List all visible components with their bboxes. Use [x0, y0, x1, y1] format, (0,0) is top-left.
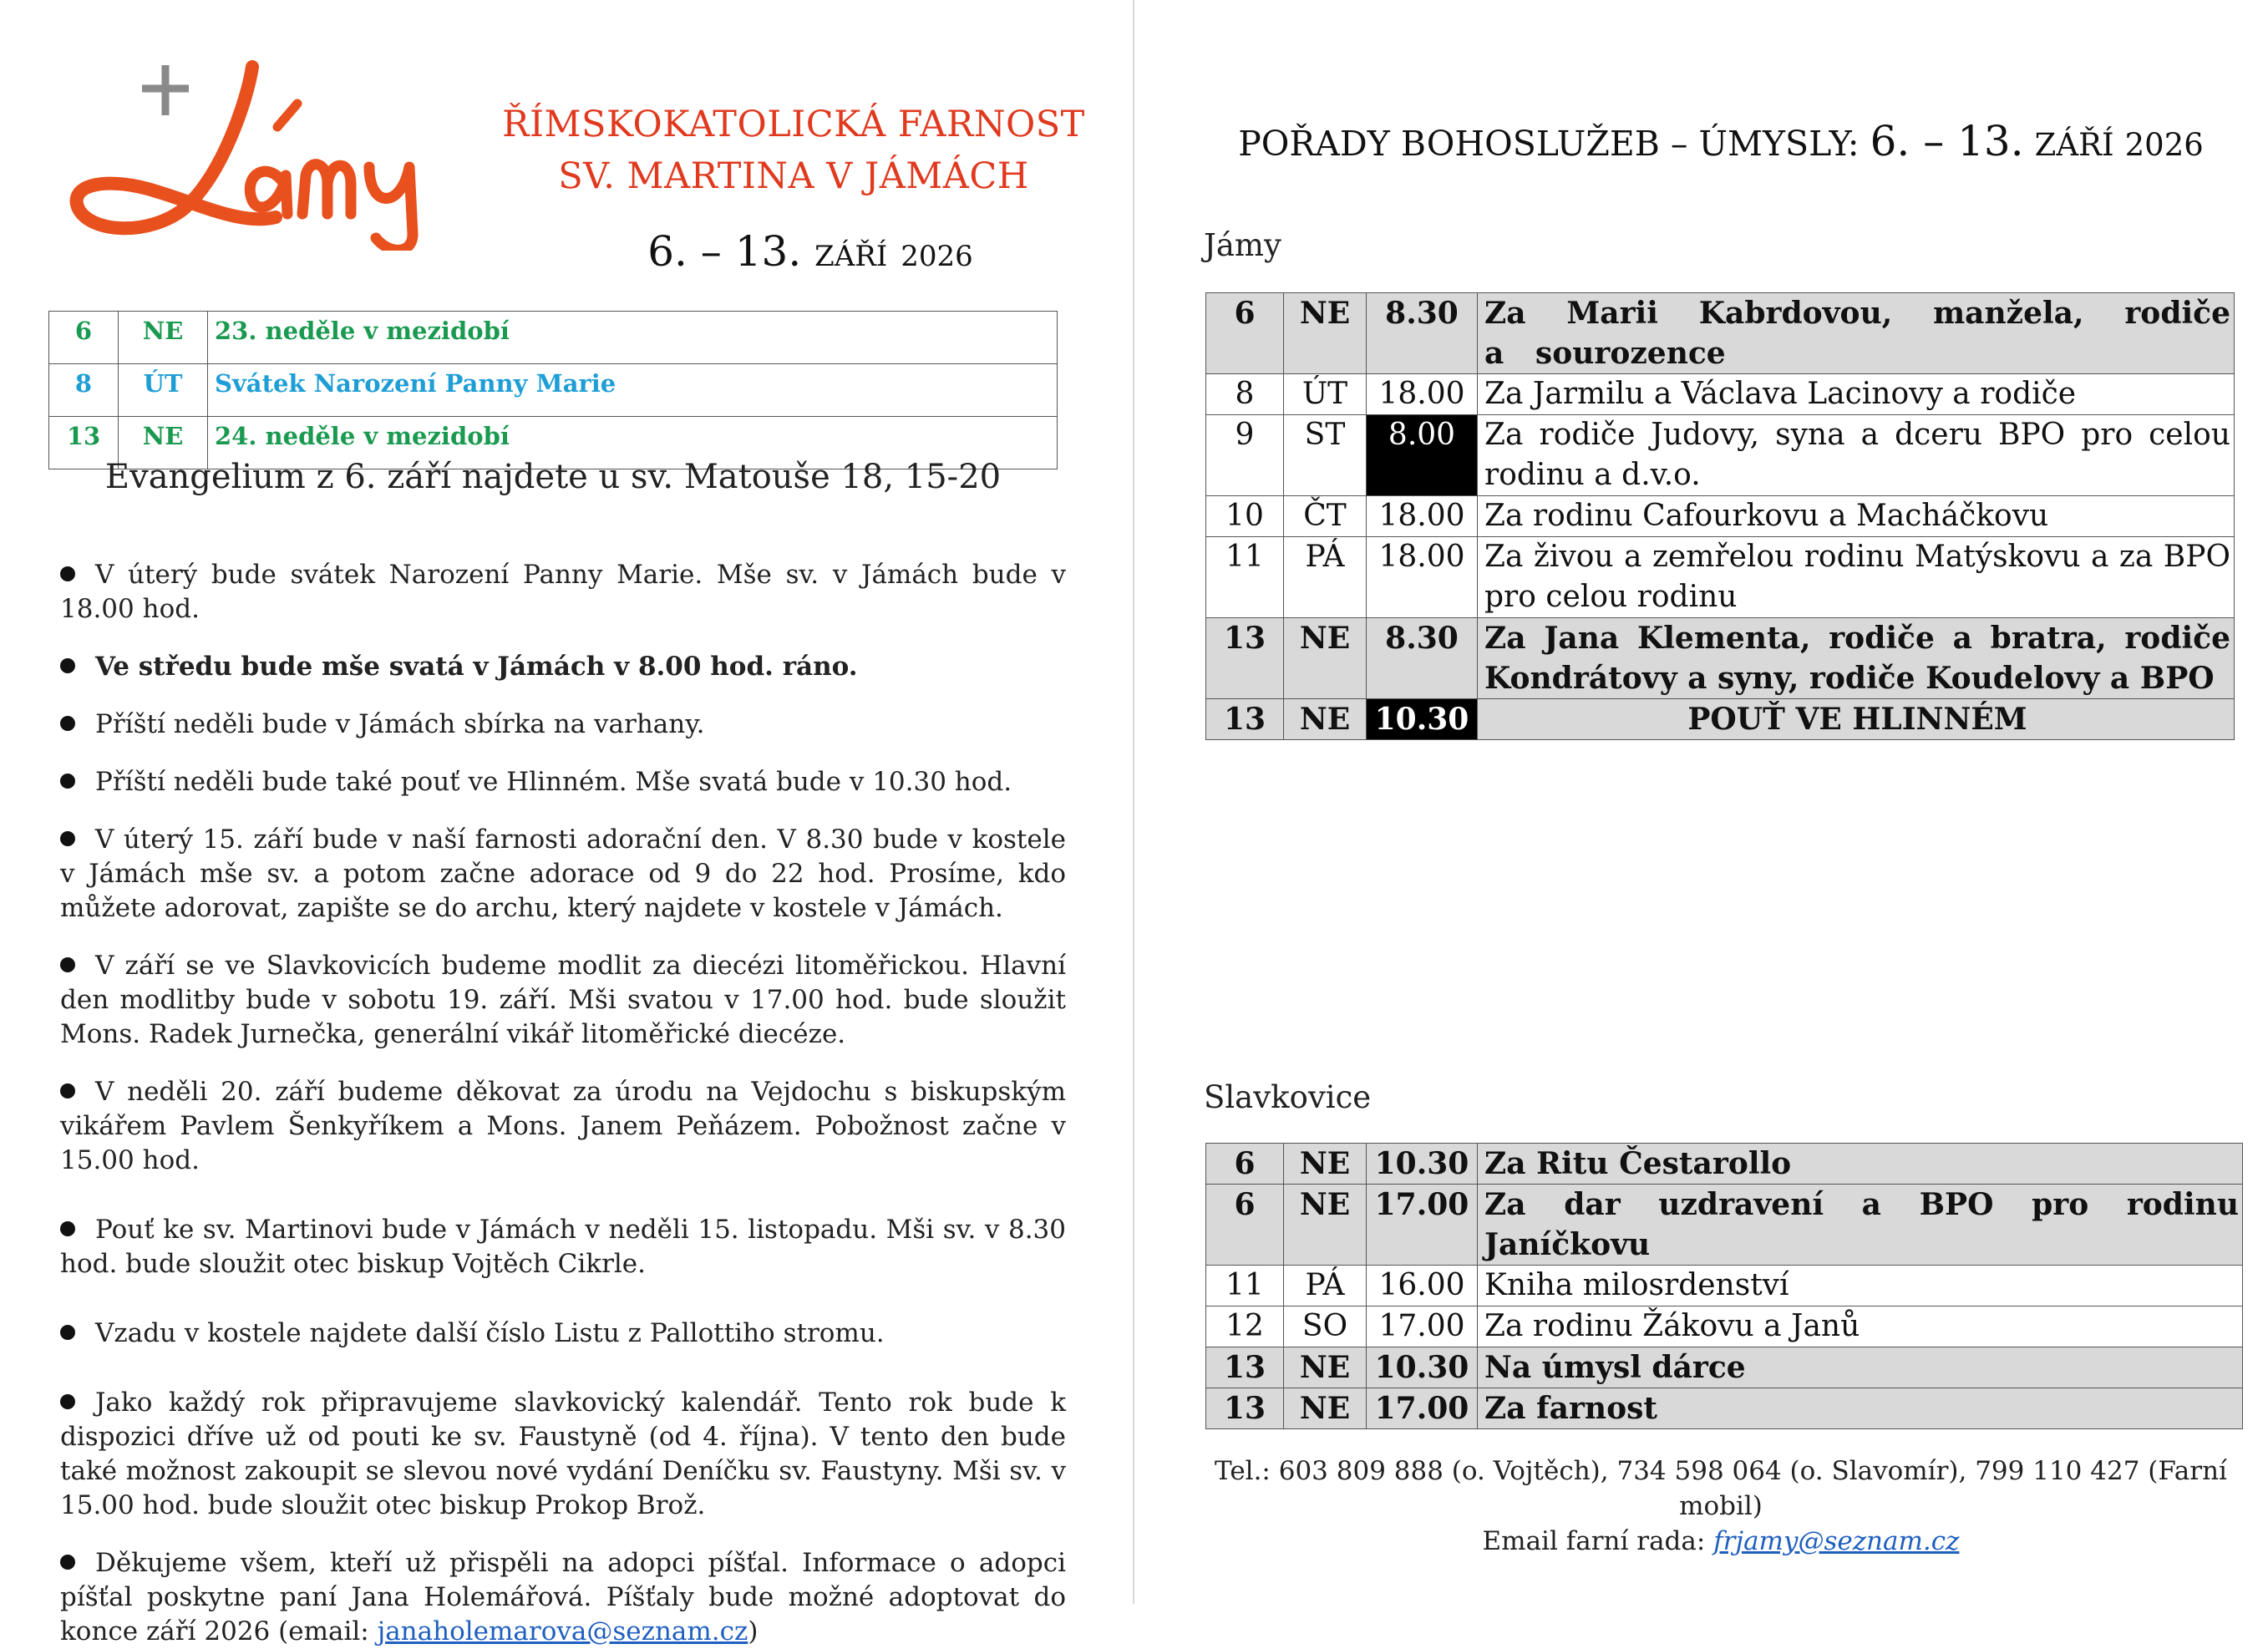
schedule-row: [1206, 496, 2235, 537]
schedule-row: [1206, 1307, 2243, 1347]
bullet-icon: [60, 831, 75, 846]
feast-day-number: 6: [49, 312, 119, 364]
schedule-row: [1206, 1388, 2243, 1429]
schedule-table-slavkovice: [1205, 1143, 2243, 1429]
feast-name: 24. neděle v mezidobí: [208, 417, 1058, 469]
schedule-weekday: ÚT: [1284, 374, 1367, 415]
schedule-intention: Za Jana Klementa, rodiče a bratra, rodiče Kondrátovy a syny, rodiče Koudelovy a BPO: [1478, 618, 2235, 699]
contact-info: [1186, 1454, 2255, 1559]
bullet-icon: [60, 1555, 75, 1570]
schedule-time: 10.30: [1367, 1347, 1478, 1388]
contact-phones: Tel.: 603 809 888 (o. Vojtěch), 734 598 064 (o. Slavomír), 799 110 427 (Farní mobil): [1215, 1456, 2227, 1521]
notice-text: V září se ve Slavkovicích budeme modlit za diecézi litoměřickou. Hlavní den modlitby bude v sobotu 19. září. Mši svatou v 17.00 hod. bude sloužit Mons. Radek Jurnečka, generální vikář litoměřické diecéze.: [60, 951, 1066, 1049]
schedule-time: 18.00: [1367, 496, 1478, 537]
schedule-day: 6: [1206, 293, 1284, 374]
schedule-weekday: SO: [1284, 1307, 1367, 1347]
schedule-intention: Za Ritu Čestarollo: [1478, 1144, 2243, 1185]
notice-text: Pouť ke sv. Martinovi bude v Jámách v neděli 15. listopadu. Mši sv. v 8.30 hod. bude sloužit otec biskup Vojtěch Cikrle.: [60, 1215, 1066, 1279]
notice-item: [52, 949, 1066, 1052]
schedule-weekday: NE: [1284, 1144, 1367, 1185]
schedule-time: 17.00: [1367, 1185, 1478, 1266]
feast-row: [49, 312, 1058, 364]
schedule-day: 13: [1206, 618, 1284, 699]
schedule-intention: Za živou a zemřelou rodinu Matýskovu a za BPO pro celou rodinu: [1478, 537, 2235, 618]
notice-text: Děkujeme všem, kteří už přispěli na adopci píšťal. Informace o adopci píšťal poskytne paní Jana Holemářová. Píšťaly bude možné adoptovat do konce září 2026 (email:: [60, 1548, 1066, 1646]
notice-item: [52, 1075, 1066, 1178]
feasts-table: [48, 311, 1058, 469]
schedule-intention: Za rodinu Žákovu a Janů: [1478, 1307, 2243, 1347]
schedule-day: 13: [1206, 1347, 1284, 1388]
bullet-icon: [60, 774, 75, 789]
schedule-time: 8.30: [1367, 618, 1478, 699]
schedule-weekday: PÁ: [1284, 1266, 1367, 1307]
schedule-time: 10.30: [1367, 1144, 1478, 1185]
schedule-intention: Na úmysl dárce: [1478, 1347, 2243, 1388]
notice-text: V neděli 20. září budeme děkovat za úrodu na Vejdochu s biskupským vikářem Pavlem Šenkyříkem a Mons. Janem Peňázem. Pobožnost začne v 15.00 hod.: [60, 1077, 1066, 1175]
schedule-time: 16.00: [1367, 1266, 1478, 1307]
location-jamy: Jámy: [1204, 227, 1281, 263]
notices-list: [52, 558, 1066, 1649]
contact-email-link[interactable]: frjamy@seznam.cz: [1713, 1526, 1960, 1556]
feast-day-number: 13: [49, 417, 119, 469]
schedule-weekday: NE: [1284, 1185, 1367, 1266]
schedule-day: 12: [1206, 1307, 1284, 1347]
schedule-day: 6: [1206, 1185, 1284, 1266]
bullet-icon: [60, 1394, 75, 1409]
contact-email-line: [1186, 1524, 2255, 1559]
schedule-title-year: 2026: [2124, 127, 2204, 163]
schedule-time: 18.00: [1367, 374, 1478, 415]
notice-text: V úterý 15. září bude v naší farnosti adorační den. V 8.30 bude v kostele v Jámách mše sv. a potom začne adorace od 9 do 22 hod. Prosíme, kdo můžete adorovat, zapište se do archu, který najdete v kostele v Jámách.: [60, 824, 1066, 923]
schedule-intention: Kniha milosrdenství: [1478, 1266, 2243, 1307]
schedule-title-month: ZÁŘÍ: [2034, 127, 2114, 163]
schedule-title: [1186, 117, 2255, 165]
schedule-time: 18.00: [1367, 537, 1478, 618]
left-date-year: 2026: [901, 240, 973, 273]
notice-item: [52, 1546, 1066, 1649]
schedule-row: [1206, 537, 2235, 618]
schedule-time: 8.00: [1367, 415, 1478, 496]
schedule-intention: Za rodiče Judovy, syna a dceru BPO pro celou rodinu a d.v.o.: [1478, 415, 2235, 496]
schedule-time: 17.00: [1367, 1388, 1478, 1429]
schedule-title-range: 6. – 13.: [1870, 117, 2024, 165]
gospel-reference: Evangelium z 6. září najdete u sv. Matouše 18, 15-20: [104, 458, 1002, 496]
parish-name: [493, 99, 1094, 202]
feast-day-number: 8: [49, 364, 119, 417]
schedule-weekday: NE: [1284, 1388, 1367, 1429]
bullet-icon: [60, 716, 75, 731]
notice-item: [52, 558, 1066, 627]
bullet-icon: [60, 566, 75, 581]
schedule-weekday: NE: [1284, 699, 1367, 740]
schedule-day: 6: [1206, 1144, 1284, 1185]
notice-item: [52, 1386, 1066, 1523]
schedule-row: [1206, 293, 2235, 374]
schedule-time: 17.00: [1367, 1307, 1478, 1347]
schedule-row: [1206, 1144, 2243, 1185]
feast-name: Svátek Narození Panny Marie: [208, 364, 1058, 417]
location-slavkovice: Slavkovice: [1204, 1079, 1372, 1115]
notice-item: [52, 1317, 1066, 1351]
schedule-weekday: NE: [1284, 293, 1367, 374]
schedule-intention: Za farnost: [1478, 1388, 2243, 1429]
notice-item: [52, 650, 1066, 684]
left-date-range: 6. – 13.: [647, 227, 802, 276]
left-date-month: ZÁŘÍ: [814, 240, 888, 273]
schedule-day: 8: [1206, 374, 1284, 415]
page-divider: [1133, 0, 1134, 1604]
schedule-row: [1206, 1347, 2243, 1388]
parish-name-line1: ŘÍMSKOKATOLICKÁ FARNOST: [502, 104, 1085, 145]
schedule-time: 10.30: [1367, 699, 1478, 740]
feast-row: [49, 364, 1058, 417]
parish-logo: [58, 50, 451, 251]
parish-name-line2: SV. MARTINA V JÁMÁCH: [558, 155, 1029, 197]
notice-email-link[interactable]: janaholemarova@seznam.cz: [377, 1616, 748, 1646]
bullet-icon: [60, 957, 75, 972]
cross-icon: [142, 65, 189, 115]
notice-text: Ve středu bude mše svatá v Jámách v 8.00 hod. ráno.: [95, 652, 858, 682]
notice-item: [52, 823, 1066, 926]
contact-email-label: Email farní rada:: [1482, 1526, 1714, 1556]
feast-weekday: ÚT: [119, 364, 208, 417]
notice-item: [52, 1213, 1066, 1281]
schedule-time: 8.30: [1367, 293, 1478, 374]
notice-text-tail: ): [748, 1616, 759, 1646]
schedule-weekday: NE: [1284, 1347, 1367, 1388]
notice-text: Příští neděli bude v Jámách sbírka na varhany.: [95, 709, 705, 739]
notice-text: Jako každý rok připravujeme slavkovický kalendář. Tento rok bude k dispozici dříve už od pouti ke sv. Faustyně (od 4. října). V tento den bude také možnost zakoupit se slevou nové vydání Deníčku sv. Faustyny. Mši sv. v 15.00 hod. bude sloužit otec biskup Prokop Brož.: [60, 1388, 1066, 1520]
schedule-row: [1206, 699, 2235, 740]
schedule-day: 11: [1206, 537, 1284, 618]
schedule-title-prefix: POŘADY BOHOSLUŽEB – ÚMYSLY:: [1238, 124, 1870, 164]
schedule-day: 13: [1206, 1388, 1284, 1429]
schedule-weekday: NE: [1284, 618, 1367, 699]
schedule-weekday: ST: [1284, 415, 1367, 496]
schedule-row: [1206, 1266, 2243, 1307]
bullet-icon: [60, 1083, 75, 1098]
schedule-intention: POUŤ VE HLINNÉM: [1478, 699, 2235, 740]
bullet-icon: [60, 1325, 75, 1340]
schedule-intention: Za rodinu Cafourkovu a Macháčkovu: [1478, 496, 2235, 537]
schedule-row: [1206, 415, 2235, 496]
notice-text: Příští neděli bude také pouť ve Hlinném. Mše svatá bude v 10.30 hod.: [95, 767, 1012, 797]
bullet-icon: [60, 658, 75, 673]
notice-text: Vzadu v kostele najdete další číslo Listu z Pallottiho stromu.: [95, 1318, 885, 1348]
notice-item: [52, 765, 1066, 799]
schedule-row: [1206, 618, 2235, 699]
schedule-weekday: PÁ: [1284, 537, 1367, 618]
schedule-intention: Za dar uzdravení a BPO pro rodinu Janíčkovu: [1478, 1185, 2243, 1266]
schedule-day: 11: [1206, 1266, 1284, 1307]
schedule-day: 9: [1206, 415, 1284, 496]
schedule-row: [1206, 1185, 2243, 1266]
schedule-weekday: ČT: [1284, 496, 1367, 537]
notice-text: V úterý bude svátek Narození Panny Marie. Mše sv. v Jámách bude v 18.00 hod.: [60, 560, 1066, 624]
notice-item: [52, 708, 1066, 742]
schedule-intention: Za Marii Kabrdovou, manžela, rodiče a sourozence: [1478, 293, 2235, 374]
schedule-intention: Za Jarmilu a Václava Lacinovy a rodiče: [1478, 374, 2235, 415]
feast-weekday: NE: [119, 417, 208, 469]
schedule-row: [1206, 374, 2235, 415]
feast-name: 23. neděle v mezidobí: [208, 312, 1058, 364]
feast-weekday: NE: [119, 312, 208, 364]
schedule-day: 10: [1206, 496, 1284, 537]
left-date: [501, 227, 1119, 276]
schedule-day: 13: [1206, 699, 1284, 740]
bullet-icon: [60, 1221, 75, 1236]
schedule-table-jamy: [1205, 292, 2235, 740]
